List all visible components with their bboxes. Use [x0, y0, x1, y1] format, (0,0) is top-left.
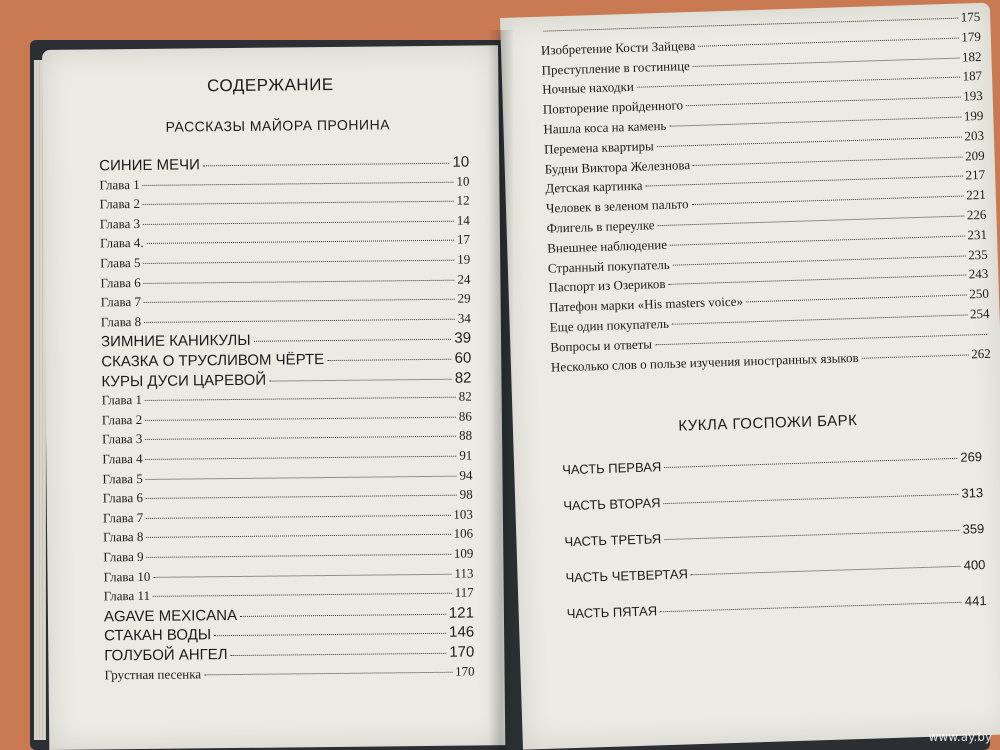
toc-entry-title: СКАЗКА О ТРУСЛИВОМ ЧЁРТЕ	[101, 351, 325, 371]
toc-entry	[562, 449, 982, 477]
toc-entry-title: СИНИЕ МЕЧИ	[99, 156, 200, 175]
dot-leader	[543, 18, 957, 32]
toc-entry-title: Нашла коса на камень	[543, 117, 667, 137]
left-page	[42, 45, 505, 750]
toc-entry	[102, 448, 472, 468]
dot-leader	[686, 97, 960, 107]
dot-leader	[862, 354, 969, 358]
toc-entry	[99, 173, 469, 193]
toc-entry-page: 170	[454, 663, 475, 679]
dot-leader	[664, 458, 957, 468]
toc-entry-page: 179	[961, 28, 982, 45]
toc-entry-page: 12	[456, 192, 470, 208]
watermark: www.ay.by	[928, 730, 992, 744]
dot-leader	[746, 295, 967, 303]
toc-entry-title: Будни Виктора Железнова	[544, 156, 691, 177]
dot-leader	[145, 436, 456, 440]
dot-leader	[664, 494, 959, 504]
toc-entry-page: 121	[448, 604, 475, 622]
toc-entry	[104, 644, 474, 665]
dot-leader	[144, 260, 455, 264]
toc-entry-title: Повторение пройденного	[542, 97, 684, 117]
toc-entry-title: СТАКАН ВОДЫ	[104, 626, 212, 645]
dot-leader	[655, 334, 987, 345]
toc-entry-page: 91	[459, 447, 473, 463]
dot-leader	[144, 318, 455, 322]
dot-leader	[144, 299, 455, 303]
toc-entry-title: Патефон марки «His masters voice»	[548, 293, 744, 315]
toc-entry	[564, 521, 984, 549]
toc-entry-page: 82	[458, 388, 472, 404]
toc-entry-page: 34	[457, 310, 471, 326]
toc-entry-title: Глава 8	[103, 529, 144, 545]
toc-entry-page: 109	[453, 545, 474, 561]
contents-title: СОДЕРЖАНИЕ	[206, 74, 334, 96]
toc-entry	[102, 467, 472, 487]
toc-entry-page: 221	[966, 187, 987, 203]
toc-entry	[101, 369, 471, 390]
dot-leader	[146, 534, 450, 538]
toc-entry-page: 199	[963, 107, 984, 124]
dot-leader	[146, 456, 457, 460]
dot-leader	[145, 416, 456, 420]
toc-entry-title: Глава 6	[100, 274, 141, 290]
toc-entry-page: 146	[449, 623, 475, 642]
dot-leader	[657, 216, 963, 227]
toc-entry	[563, 485, 983, 513]
toc-entry-page: 217	[965, 167, 986, 183]
toc-entry-title: Флигель в переулке	[546, 217, 655, 236]
toc-entry	[102, 408, 472, 428]
dot-leader	[231, 653, 447, 656]
toc-entry	[565, 557, 985, 585]
dot-leader	[693, 156, 962, 165]
dot-leader	[646, 176, 963, 187]
toc-entry-title: Внешнее наблюдение	[547, 236, 668, 256]
toc-entry-title: Детская картинка	[545, 177, 643, 197]
toc-entry-title: Глава 1	[99, 176, 140, 192]
toc-entry-page: 182	[961, 48, 982, 65]
toc-entry-title: Грустная песенка	[104, 665, 202, 682]
dot-leader	[269, 378, 452, 381]
toc-entry-title: Глава 8	[100, 313, 142, 330]
toc-entry	[103, 506, 473, 526]
dot-leader	[672, 314, 967, 324]
toc-entry-page: 39	[454, 329, 472, 348]
toc-entry-page: 250	[969, 285, 990, 302]
dot-leader	[327, 359, 451, 361]
toc-entry-page: 203	[964, 127, 985, 144]
toc-entry-title: Глава 11	[103, 588, 151, 604]
toc-entry	[104, 604, 474, 625]
toc-entry-title: Глава 1	[101, 392, 143, 408]
gutter-shadow	[488, 30, 514, 750]
toc-entry	[104, 585, 474, 605]
toc-entry-page: 103	[453, 506, 473, 522]
toc-entry-title: Человек в зеленом пальто	[545, 196, 689, 216]
dot-leader	[660, 602, 962, 612]
dot-leader	[691, 566, 961, 575]
dot-leader	[698, 37, 958, 46]
dot-leader	[668, 275, 965, 285]
toc-entry-title: Глава 3	[102, 431, 143, 447]
toc-entry-title: КУРЫ ДУСИ ЦАРЕВОЙ	[101, 371, 267, 390]
toc-entry-title: Глава 6	[102, 490, 144, 506]
toc-entry-page: 113	[454, 565, 474, 581]
toc-entry	[103, 487, 473, 507]
dot-leader	[143, 220, 454, 224]
toc-entry-page: 14	[456, 212, 470, 228]
toc-entry-title: Изобретение Кости Зайцева	[540, 37, 696, 58]
toc-entry-title: Ночные находки	[542, 79, 635, 98]
toc-entry-title: Перемена квартиры	[543, 138, 654, 157]
toc-entry-page: 187	[962, 68, 983, 84]
dot-leader	[143, 181, 454, 185]
right-page	[500, 3, 1000, 750]
toc-entry-title: Глава 7	[100, 294, 142, 310]
dot-leader	[147, 554, 451, 558]
toc-entry	[101, 291, 471, 311]
toc-entry-page: 10	[456, 173, 470, 189]
toc-entry-title: Глава 2	[101, 411, 143, 428]
toc-entry	[104, 624, 474, 645]
toc-entry-title: Глава 9	[103, 548, 144, 565]
dot-leader	[143, 201, 454, 205]
toc-entry	[102, 428, 472, 448]
toc-entry	[99, 154, 469, 175]
toc-entry-page: 400	[963, 557, 986, 573]
toc-entry-title: Глава 5	[102, 470, 143, 486]
toc-entry-title: ЧАСТЬ ВТОРАЯ	[563, 495, 661, 514]
toc-entry-page: 175	[960, 8, 981, 25]
dot-leader	[664, 530, 960, 540]
toc-entry-title: Глава 5	[100, 254, 141, 271]
toc-entry-page: 86	[458, 408, 472, 424]
toc-entry-page: 226	[966, 206, 987, 223]
section-title-2: КУКЛА ГОСПОЖИ БАРК	[678, 411, 858, 435]
toc-entry-page: 441	[964, 593, 987, 609]
toc-entry-title: Глава 7	[102, 509, 144, 526]
toc-entry	[101, 330, 471, 351]
dot-leader	[692, 196, 964, 206]
toc-entry-page: 24	[457, 271, 471, 287]
toc-entry	[101, 310, 471, 330]
dot-leader	[669, 117, 961, 127]
toc-entry-page: 235	[967, 246, 988, 263]
toc-entry-title: ГОЛУБОЙ АНГЕЛ	[104, 646, 228, 665]
toc-entry	[100, 232, 470, 252]
toc-entry-title: Странный покупатель	[547, 256, 670, 276]
toc-entry-title: Глава 2	[99, 196, 140, 212]
right-toc-list	[500, 3, 991, 375]
dot-leader	[147, 240, 454, 244]
toc-entry-title: AGAVE MEXICANA	[103, 606, 238, 626]
dot-leader	[637, 77, 960, 88]
toc-entry	[100, 212, 470, 232]
toc-entry	[101, 350, 471, 371]
dot-leader	[693, 57, 959, 66]
toc-entry-title: Глава 10	[103, 568, 151, 584]
toc-entry-page: 94	[459, 467, 473, 483]
toc-entry-title: Несколько слов о пользе изучения иностранных языков	[550, 349, 859, 375]
dot-leader	[214, 633, 446, 636]
toc-entry-page: 313	[961, 485, 984, 501]
toc-entry-title: Глава 3	[99, 215, 141, 232]
dot-leader	[657, 136, 962, 147]
dot-leader	[673, 255, 966, 265]
toc-entry-page: 243	[968, 266, 989, 282]
toc-entry	[100, 193, 470, 213]
toc-entry-page: 209	[964, 147, 985, 164]
dot-leader	[145, 397, 456, 401]
toc-entry-title: ЧАСТЬ ТРЕТЬЯ	[564, 531, 662, 550]
toc-entry	[100, 271, 470, 291]
toc-entry-page: 82	[454, 369, 472, 387]
dot-leader	[144, 279, 455, 283]
toc-entry-title: Еще один покупатель	[549, 315, 670, 335]
toc-entry	[102, 389, 472, 409]
toc-entry-title: ЧАСТЬ ЧЕТВЕРТАЯ	[565, 566, 689, 586]
section-title: РАССКАЗЫ МАЙОРА ПРОНИНА	[165, 116, 391, 135]
toc-entry	[567, 593, 987, 621]
toc-entry-page: 19	[457, 251, 471, 267]
toc-entry-title: Глава 4	[102, 450, 143, 467]
toc-entry-page: 29	[457, 290, 471, 306]
toc-entry-title: Вопросы и ответы	[550, 336, 653, 355]
dot-leader	[240, 614, 446, 617]
toc-entry-page: 193	[962, 88, 983, 104]
toc-entry-page: 254	[969, 305, 990, 322]
dot-leader	[146, 495, 457, 499]
dot-leader	[670, 235, 965, 245]
toc-entry-title: Глава 4.	[99, 235, 144, 251]
dot-leader	[146, 515, 450, 519]
dot-leader	[254, 339, 452, 342]
toc-entry-title: Преступление в гостинице	[541, 57, 690, 78]
toc-entry-page: 98	[459, 486, 473, 502]
toc-entry-page: 17	[456, 231, 471, 248]
toc-entry-title: ЧАСТЬ ПЕРВАЯ	[561, 459, 662, 478]
toc-entry-page: 88	[458, 427, 473, 444]
dot-leader	[204, 671, 452, 675]
toc-entry	[104, 663, 474, 683]
dot-leader	[153, 573, 451, 577]
toc-entry-title: ЧАСТЬ ПЯТАЯ	[566, 603, 658, 622]
dot-leader	[153, 593, 452, 597]
dot-leader	[203, 163, 450, 167]
toc-entry-page: 262	[971, 345, 991, 361]
toc-entry	[103, 546, 473, 566]
toc-entry-page: 10	[452, 153, 470, 171]
toc-entry-page: 170	[449, 643, 475, 661]
toc-entry-page: 60	[454, 349, 472, 367]
toc-entry-page: 231	[967, 226, 988, 243]
toc-entry	[103, 526, 473, 546]
dot-leader	[146, 475, 457, 479]
toc-entry-title: Паспорт из Озериков	[548, 276, 666, 295]
toc-entry-title: ЗИМНИЕ КАНИКУЛЫ	[100, 332, 251, 351]
toc-entry	[100, 252, 470, 272]
toc-entry-page: 117	[454, 584, 474, 600]
toc-entry	[103, 565, 473, 585]
toc-entry-page: 359	[962, 521, 985, 537]
toc-entry-page: 106	[453, 525, 474, 542]
toc-entry-page: 269	[960, 449, 983, 465]
